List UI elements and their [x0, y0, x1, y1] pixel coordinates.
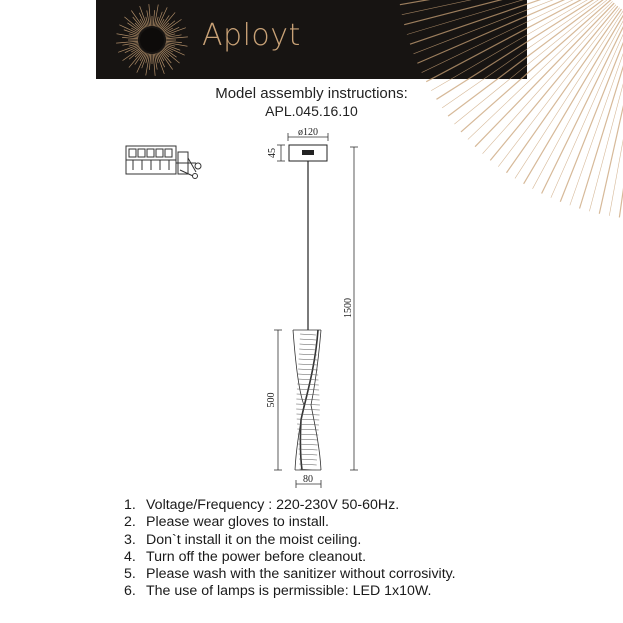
instruction-item: 1. Voltage/Frequency : 220-230V 50-60Hz.: [124, 497, 400, 513]
instruction-item: 6. The use of lamps is permissible: LED 1x10W.: [124, 583, 432, 600]
brand-banner: [96, 0, 527, 79]
brand-name: Aployt: [202, 18, 301, 53]
instruction-item: 3. Don`t install it on the moist ceiling.: [124, 531, 362, 548]
shade-ribs: [296, 334, 320, 470]
instruction-item: 2. Please wear gloves to install.: [124, 514, 329, 531]
sunburst-logo-icon: [116, 4, 188, 76]
instruction-item: 4. Turn off the power before cleanout.: [124, 548, 367, 565]
shade-length-label: 500: [266, 392, 277, 408]
banner-art: [96, 0, 527, 79]
total-length-label: 1500: [343, 298, 354, 318]
canopy-height-label: 45: [267, 148, 278, 158]
instructions-title: Model assembly instructions:: [215, 85, 408, 102]
technical-drawing: [0, 118, 623, 485]
ceiling-canopy: [289, 145, 327, 161]
instruction-item: 5. Please wash with the sanitizer without corrosivity.: [124, 566, 456, 583]
model-number: APL.045.16.10: [265, 103, 358, 119]
canopy-height-dimension: [277, 145, 285, 161]
canopy-diameter-label: ø120: [298, 127, 318, 138]
terminal-block-icon: [126, 146, 201, 179]
instructions-list: [124, 497, 456, 601]
shade-diameter-label: 80: [303, 474, 313, 485]
